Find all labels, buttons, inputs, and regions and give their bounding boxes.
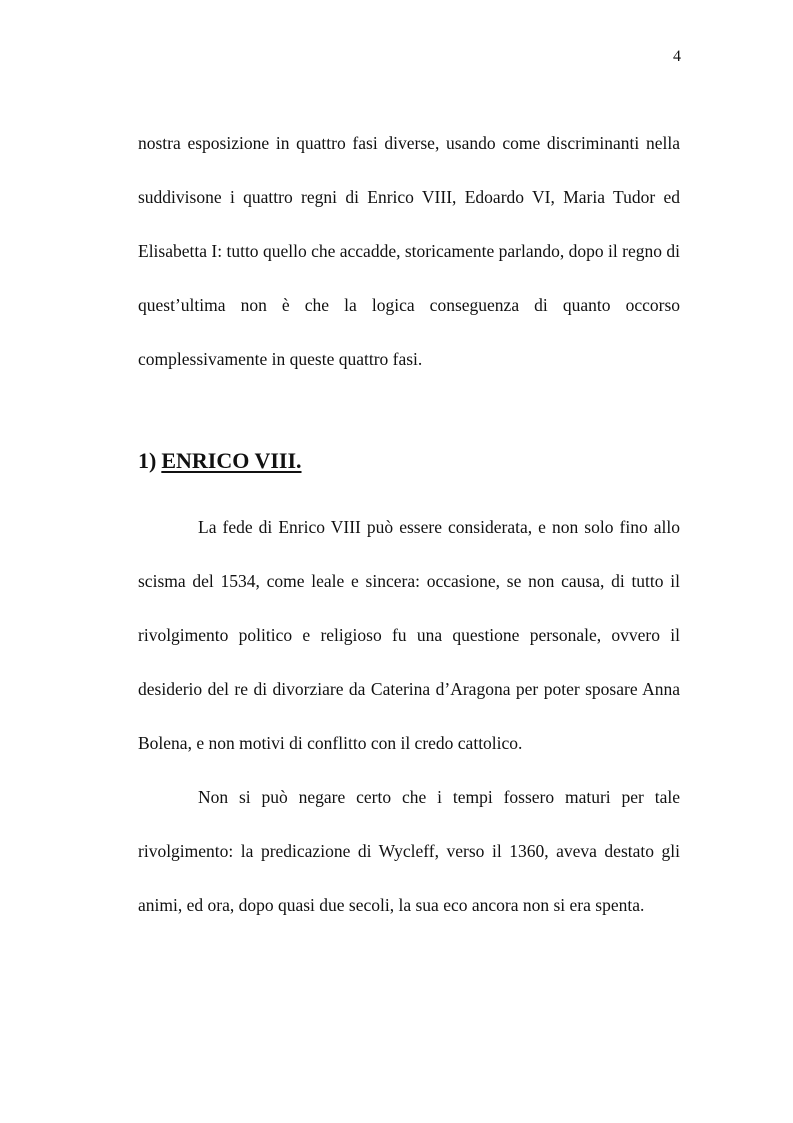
section-title: ENRICO VIII. (161, 448, 302, 473)
section-number: 1) (138, 448, 157, 473)
document-body (138, 116, 680, 932)
section-heading (138, 426, 680, 496)
body-paragraph-2: Non si può negare certo che i tempi fossero maturi per tale rivolgimento: la predicazione di Wycleff, verso il 1360, aveva destato gli animi, ed ora, dopo quasi due secoli, la sua eco ancora non si era spenta. (138, 787, 680, 915)
page-number: 4 (673, 48, 681, 65)
intro-paragraph: nostra esposizione in quattro fasi diverse, usando come discriminanti nella suddivisone i quattro regni di Enrico VIII, Edoardo VI, Maria Tudor ed Elisabetta I: tutto quello che accadde, storicamente parlando, dopo il regno di quest’ultima non è che la logica conseguenza di quanto occorso complessivamente in queste quattro fasi. (138, 133, 680, 369)
body-paragraph-1: La fede di Enrico VIII può essere considerata, e non solo fino allo scisma del 1534, come leale e sincera: occasione, se non causa, di tutto il rivolgimento politico e religioso fu una questione personale, ovvero il desiderio del re di divorziare da Caterina d’Aragona per poter sposare Anna Bolena, e non motivi di conflitto con il credo cattolico. (138, 517, 680, 753)
